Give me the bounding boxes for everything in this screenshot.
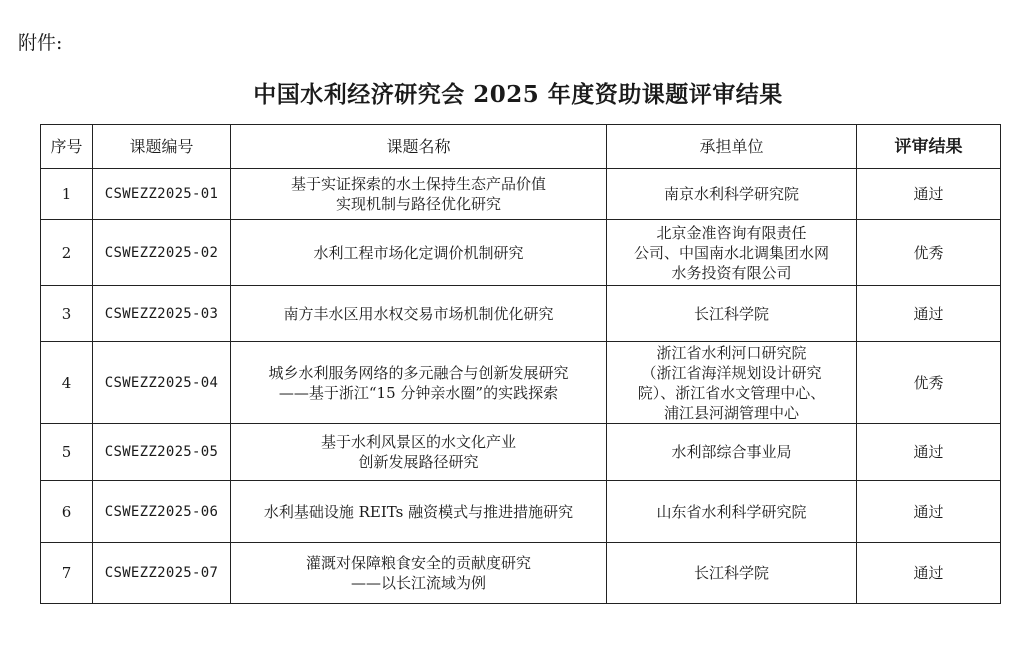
cell-result: 通过 <box>857 424 1001 481</box>
header-result: 评审结果 <box>857 125 1001 169</box>
cell-unit-line: 水务投资有限公司 <box>671 263 792 282</box>
table-row <box>41 342 1001 424</box>
table-row <box>41 220 1001 286</box>
cell-name <box>231 481 607 543</box>
table-row <box>41 424 1001 481</box>
review-results-table <box>40 124 1001 604</box>
cell-result: 优秀 <box>857 220 1001 286</box>
cell-name-line: 水利工程市场化定调价机制研究 <box>313 243 524 262</box>
cell-name-line: ——基于浙江“15 分钟亲水圈”的实践探索 <box>278 383 559 402</box>
cell-unit <box>607 169 857 220</box>
cell-unit-line: 长江科学院 <box>693 304 769 323</box>
cell-name-line: 创新发展路径研究 <box>358 453 479 471</box>
cell-name-line: 基于水利风景区的水文化产业 <box>320 433 516 451</box>
cell-unit-line: 水利部综合事业局 <box>671 443 792 461</box>
table-header-row <box>41 125 1001 169</box>
cell-unit <box>607 543 857 604</box>
header-index: 序号 <box>41 125 93 169</box>
cell-result: 通过 <box>857 286 1001 342</box>
cell-unit <box>607 286 857 342</box>
cell-result: 通过 <box>857 169 1001 220</box>
cell-code: CSWEZZ2025-07 <box>93 543 231 604</box>
cell-code: CSWEZZ2025-05 <box>93 424 231 481</box>
cell-name-line: ——以长江流域为例 <box>350 574 486 592</box>
header-name: 课题名称 <box>231 125 607 169</box>
cell-index: 3 <box>41 286 93 342</box>
cell-name-line: 基于实证探索的水土保持生态产品价值 <box>290 175 546 193</box>
cell-index: 4 <box>41 342 93 424</box>
cell-unit-line: （浙江省海洋规划设计研究 <box>641 363 822 382</box>
cell-unit-line: 山东省水利科学研究院 <box>656 502 807 521</box>
cell-unit-line: 南京水利科学研究院 <box>663 185 799 203</box>
cell-name-line: 城乡水利服务网络的多元融合与创新发展研究 <box>268 363 569 382</box>
document-title: 中国水利经济研究会 2025 年度资助课题评审结果 <box>253 81 783 108</box>
cell-result: 通过 <box>857 481 1001 543</box>
cell-code: CSWEZZ2025-03 <box>93 286 231 342</box>
cell-name-line: 实现机制与路径优化研究 <box>335 195 501 213</box>
cell-unit <box>607 424 857 481</box>
cell-code: CSWEZZ2025-06 <box>93 481 231 543</box>
cell-unit <box>607 220 857 286</box>
cell-name <box>231 342 607 424</box>
cell-name-line: 南方丰水区用水权交易市场机制优化研究 <box>283 304 554 323</box>
cell-name-line: 灌溉对保障粮食安全的贡献度研究 <box>305 554 531 572</box>
cell-index: 2 <box>41 220 93 286</box>
table-row <box>41 543 1001 604</box>
cell-unit-line: 长江科学院 <box>693 564 769 582</box>
header-code: 课题编号 <box>93 125 231 169</box>
cell-name-line: 水利基础设施 REITs 融资模式与推进措施研究 <box>263 502 574 521</box>
cell-code: CSWEZZ2025-01 <box>93 169 231 220</box>
table-row <box>41 481 1001 543</box>
cell-name <box>231 169 607 220</box>
cell-code: CSWEZZ2025-02 <box>93 220 231 286</box>
cell-unit-line: 北京金准咨询有限责任 <box>656 223 807 242</box>
cell-unit-line: 浦江县河湖管理中心 <box>663 403 799 422</box>
cell-code: CSWEZZ2025-04 <box>93 342 231 424</box>
cell-name <box>231 220 607 286</box>
cell-index: 5 <box>41 424 93 481</box>
cell-unit-line: 院）、浙江省水文管理中心、 <box>637 383 826 402</box>
attachment-label: 附件: <box>18 32 63 54</box>
cell-name <box>231 424 607 481</box>
cell-index: 7 <box>41 543 93 604</box>
cell-index: 6 <box>41 481 93 543</box>
cell-result: 通过 <box>857 543 1001 604</box>
table-row <box>41 169 1001 220</box>
table-row <box>41 286 1001 342</box>
header-unit: 承担单位 <box>607 125 857 169</box>
cell-unit-line: 浙江省水利河口研究院 <box>656 343 807 362</box>
cell-unit-line: 公司、中国南水北调集团水网 <box>633 243 829 262</box>
cell-unit <box>607 481 857 543</box>
cell-name <box>231 543 607 604</box>
cell-name <box>231 286 607 342</box>
cell-index: 1 <box>41 169 93 220</box>
cell-unit <box>607 342 857 424</box>
cell-result: 优秀 <box>857 342 1001 424</box>
